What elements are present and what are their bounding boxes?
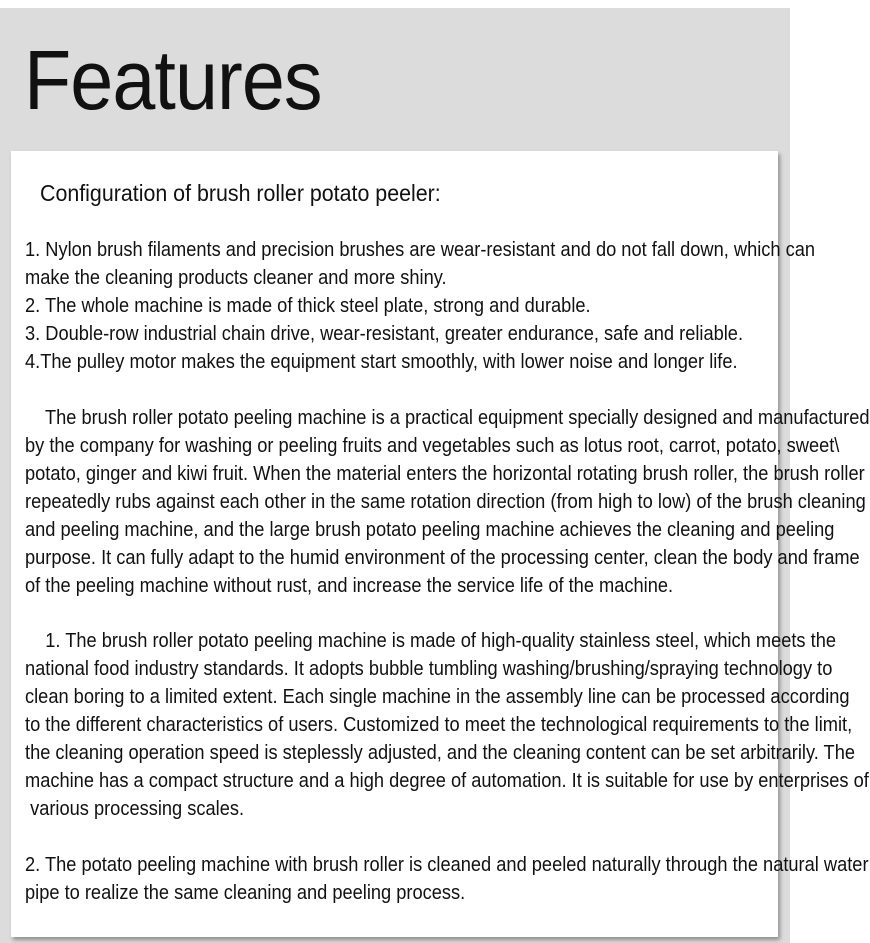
list-line: 1. Nylon brush filaments and precision brushes are wear-resistant and do not fall down, which can [25, 238, 816, 261]
description-paragraph [25, 404, 870, 600]
list-line: 4.The pulley motor makes the equipment start smoothly, with lower noise and longer life. [25, 350, 738, 373]
paragraph-line: to the different characteristics of users. Customized to meet the technological requirements to the limit, [25, 713, 853, 736]
material-paragraph [25, 627, 869, 823]
page-title: Features [24, 33, 322, 127]
list-line: make the cleaning products cleaner and more shiny. [25, 266, 447, 289]
list-line: 2. The whole machine is made of thick steel plate, strong and durable. [25, 294, 591, 317]
paragraph-line: and peeling machine, and the large brush potato peeling machine achieves the cleaning and peeling [25, 518, 835, 541]
process-paragraph [25, 851, 869, 907]
paragraph-line: national food industry standards. It adopts bubble tumbling washing/brushing/spraying technology to [25, 657, 833, 680]
paragraph-line: machine has a compact structure and a high degree of automation. It is suitable for use by enterprises of [25, 769, 869, 792]
section-heading: Configuration of brush roller potato peeler: [40, 180, 441, 206]
content-card [11, 151, 870, 937]
list-line: 3. Double-row industrial chain drive, wear-resistant, greater endurance, safe and reliable. [25, 322, 744, 345]
paragraph-line: of the peeling machine without rust, and increase the service life of the machine. [25, 574, 674, 597]
paragraph-line: clean boring to a limited extent. Each single machine in the assembly line can be processed according [25, 685, 850, 708]
paragraph-line: the cleaning operation speed is steplessly adjusted, and the cleaning content can be set arbitrarily. The [25, 741, 856, 764]
paragraph-line: purpose. It can fully adapt to the humid environment of the processing center, clean the body and frame [25, 546, 860, 569]
paragraph-line: pipe to realize the same cleaning and peeling process. [25, 881, 466, 904]
paragraph-line: by the company for washing or peeling fruits and vegetables such as lotus root, carrot, potato, sweet\ [25, 434, 840, 457]
paragraph-line: 2. The potato peeling machine with brush roller is cleaned and peeled naturally through the natural water [25, 853, 869, 876]
paragraph-line: potato, ginger and kiwi fruit. When the material enters the horizontal rotating brush roller, the brush roller [25, 462, 865, 485]
paragraph-line: 1. The brush roller potato peeling machine is made of high-quality stainless steel, which meets the [25, 629, 836, 652]
paragraph-line: various processing scales. [25, 797, 245, 820]
paragraph-line: repeatedly rubs against each other in the same rotation direction (from high to low) of the brush cleaning [25, 490, 866, 513]
feature-list [25, 236, 816, 376]
paragraph-line: The brush roller potato peeling machine is a practical equipment specially designed and manufactured [25, 406, 870, 429]
